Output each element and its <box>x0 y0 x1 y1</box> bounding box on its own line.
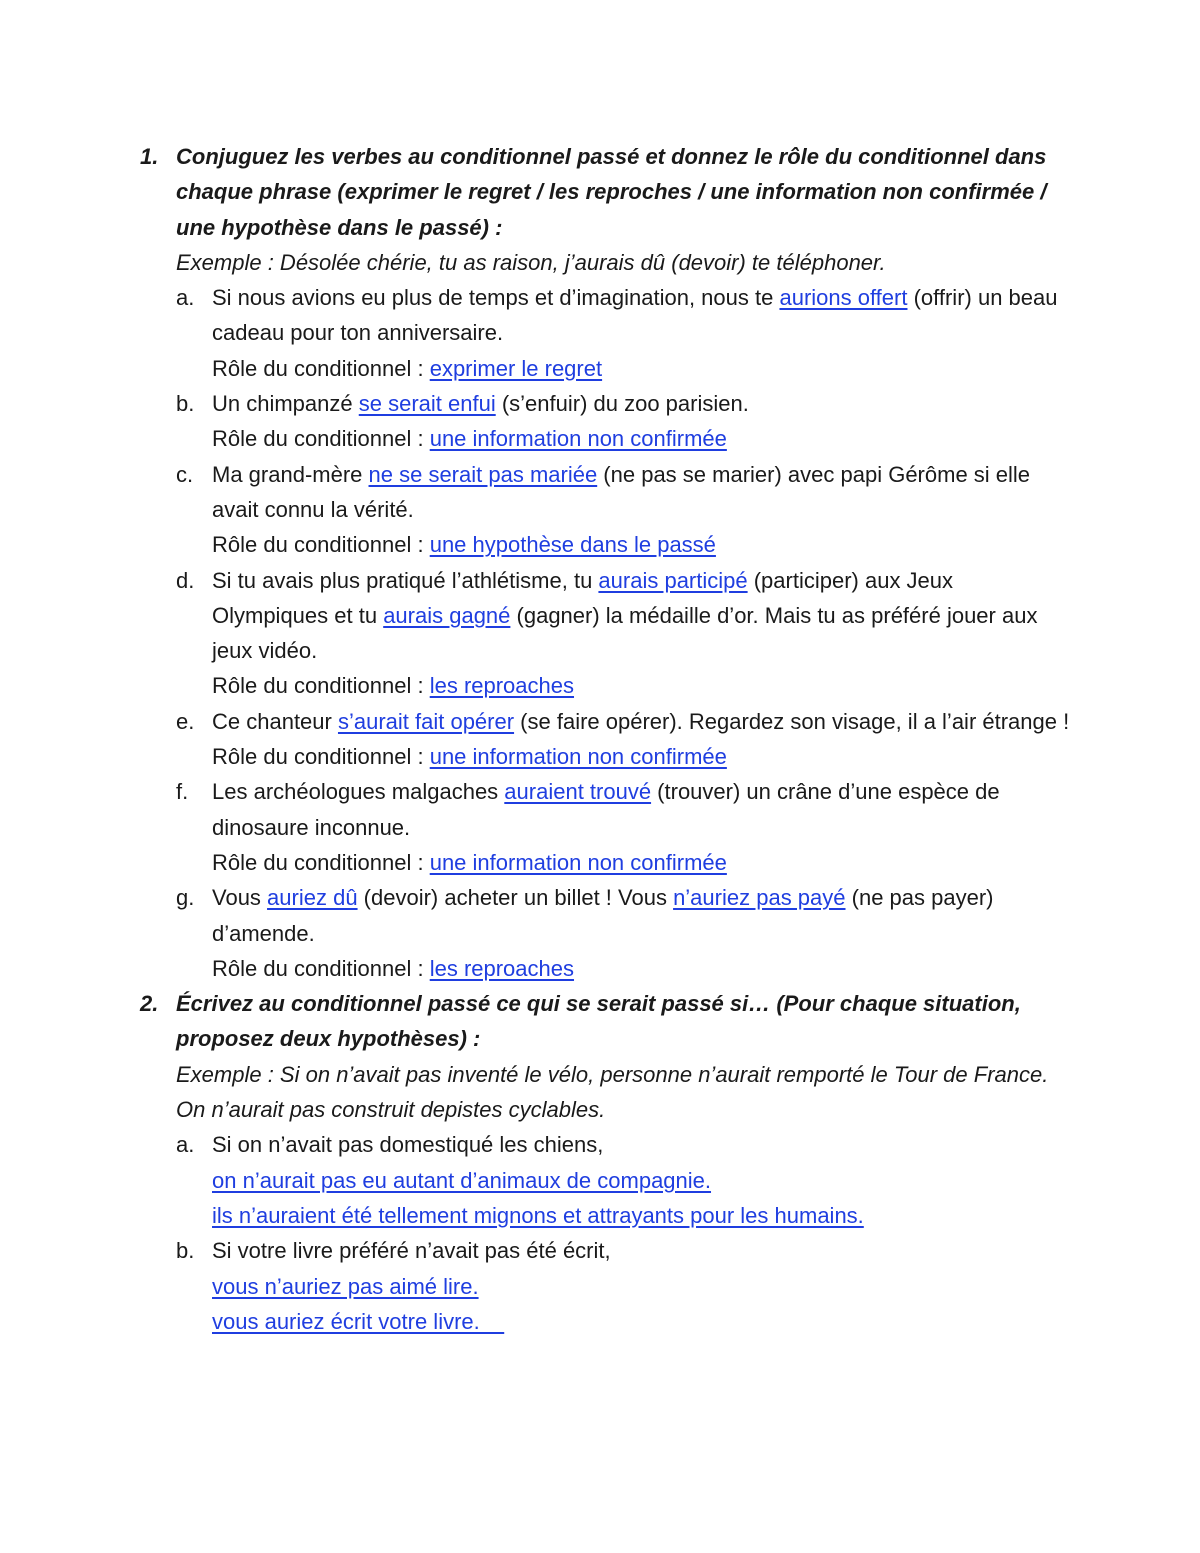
role-answer: une information non confirmée <box>429 426 727 452</box>
role-answer: une information non confirmée <box>429 849 727 875</box>
item-letter: c. <box>176 461 194 487</box>
item-sentence <box>212 280 1070 351</box>
role-answer: une hypothèse dans le passé <box>429 532 716 558</box>
exercise-1 <box>0 139 1070 986</box>
exercise-title: Écrivez au conditionnel passé ce qui se serait passé si… (Pour chaque situation, proposez deux hypothèses) : <box>176 991 1021 1052</box>
hypothesis-answer: vous n’auriez pas aimé lire. <box>212 1273 479 1299</box>
role-label: Rôle du conditionnel : <box>212 426 430 452</box>
list-item-g <box>176 880 1070 986</box>
answer: aurais participé <box>598 567 748 593</box>
list-item-c <box>176 457 1070 563</box>
exercise-example: Exemple : Désolée chérie, tu as raison, j’aurais dû (devoir) te téléphoner. <box>176 249 886 275</box>
role-answer: une information non confirmée <box>429 744 727 770</box>
sentence-text: (devoir) acheter un billet ! Vous <box>357 885 674 911</box>
sentence-text: (participer) aux Jeux Olympiques et tu <box>212 567 954 628</box>
role-line <box>212 668 1070 703</box>
item-sentence <box>212 386 1070 421</box>
sentence-text: Ce chanteur <box>212 708 338 734</box>
sentence-text: Un chimpanzé <box>212 391 359 417</box>
role-label: Rôle du conditionnel : <box>212 955 430 981</box>
answer: ne se serait pas mariée <box>368 461 598 487</box>
list-item-a <box>176 280 1070 386</box>
sentence-text: (offrir) un beau cadeau pour ton anniversaire. <box>212 285 1058 346</box>
sentence-text: (ne pas se marier) avec papi Gérôme si elle avait connu la vérité. <box>212 461 1031 522</box>
role-answer: exprimer le regret <box>429 355 603 381</box>
role-line <box>212 421 1070 456</box>
item-sentence <box>212 563 1070 669</box>
sentence-text: (se faire opérer). Regardez son visage, il a l’air étrange ! <box>514 708 1070 734</box>
role-label: Rôle du conditionnel : <box>212 849 430 875</box>
role-label: Rôle du conditionnel : <box>212 673 430 699</box>
role-line <box>212 951 1070 986</box>
role-line <box>212 351 1070 386</box>
sentence-text: Si nous avions eu plus de temps et d’imagination, nous te <box>212 285 780 311</box>
list-item-d <box>176 563 1070 704</box>
item-letter: f. <box>176 779 189 805</box>
item-sentence <box>212 704 1070 739</box>
exercise-number: 2. <box>140 991 159 1017</box>
sentence-text: (s’enfuir) du zoo parisien. <box>495 391 749 417</box>
answer: s’aurait fait opérer <box>337 708 515 734</box>
exercise-example: Exemple : Si on n’avait pas inventé le vélo, personne n’aurait remporté le Tour de France. On n’aurait pas construit depistes cyclables. <box>176 1061 1049 1123</box>
item-letter: a. <box>176 1132 195 1158</box>
role-answer: les reproaches <box>429 955 575 981</box>
item-sentence: Si on n’avait pas domestiqué les chiens, <box>212 1132 604 1158</box>
item-letter: b. <box>176 1238 195 1264</box>
sentence-text: (gagner) la médaille d’or. Mais tu as préféré jouer aux jeux vidéo. <box>212 602 1038 664</box>
exercise-number: 1. <box>140 144 159 169</box>
item-letter: a. <box>176 285 195 311</box>
item-letter: b. <box>176 391 195 417</box>
answer: aurions offert <box>779 285 908 311</box>
item-letter: g. <box>176 885 195 911</box>
role-line <box>212 739 1070 774</box>
sentence-text: Les archéologues malgaches <box>212 779 505 805</box>
answer: n’auriez pas payé <box>673 885 846 911</box>
sentence-text: (trouver) un crâne d’une espèce de dinosaure inconnue. <box>212 779 1000 840</box>
sentence-text: Ma grand-mère <box>212 461 369 487</box>
role-label: Rôle du conditionnel : <box>212 355 430 381</box>
item-sentence <box>212 774 1070 845</box>
item-letter: e. <box>176 708 195 734</box>
list-item-e <box>176 704 1070 775</box>
answer: se serait enfui <box>358 391 496 417</box>
hypothesis-answer: vous auriez écrit votre livre. <box>212 1308 505 1334</box>
hypothesis-answer: ils n’auraient été tellement mignons et attrayants pour les humains. <box>212 1202 864 1228</box>
list-item-b <box>176 386 1070 457</box>
role-label: Rôle du conditionnel : <box>212 744 430 770</box>
hypothesis-answer: on n’aurait pas eu autant d’animaux de compagnie. <box>212 1167 712 1193</box>
answer: auriez dû <box>267 885 358 911</box>
role-line <box>212 527 1070 562</box>
role-answer: les reproaches <box>429 673 575 699</box>
sentence-text: Si tu avais plus pratiqué l’athlétisme, tu <box>212 567 599 593</box>
answer: auraient trouvé <box>504 779 652 805</box>
list-item-a <box>176 1127 1070 1233</box>
role-label: Rôle du conditionnel : <box>212 532 430 558</box>
exercise-2 <box>0 986 1070 1339</box>
item-letter: d. <box>176 567 195 593</box>
answer: aurais gagné <box>383 602 511 628</box>
list-item-b <box>176 1233 1070 1339</box>
list-item-f <box>176 774 1070 880</box>
item-sentence <box>212 880 1070 951</box>
role-line <box>212 845 1070 880</box>
sentence-text: (ne pas payer) d’amende. <box>212 885 994 946</box>
exercise-title: Conjuguez les verbes au conditionnel passé et donnez le rôle du conditionnel dans chaque phrase (exprimer le regret / les reproches / une information non confirmée / une hypothèse dans le passé) : <box>176 144 1047 240</box>
item-sentence <box>212 457 1070 528</box>
item-sentence: Si votre livre préféré n’avait pas été écrit, <box>212 1238 611 1264</box>
sentence-text: Vous <box>212 885 268 911</box>
